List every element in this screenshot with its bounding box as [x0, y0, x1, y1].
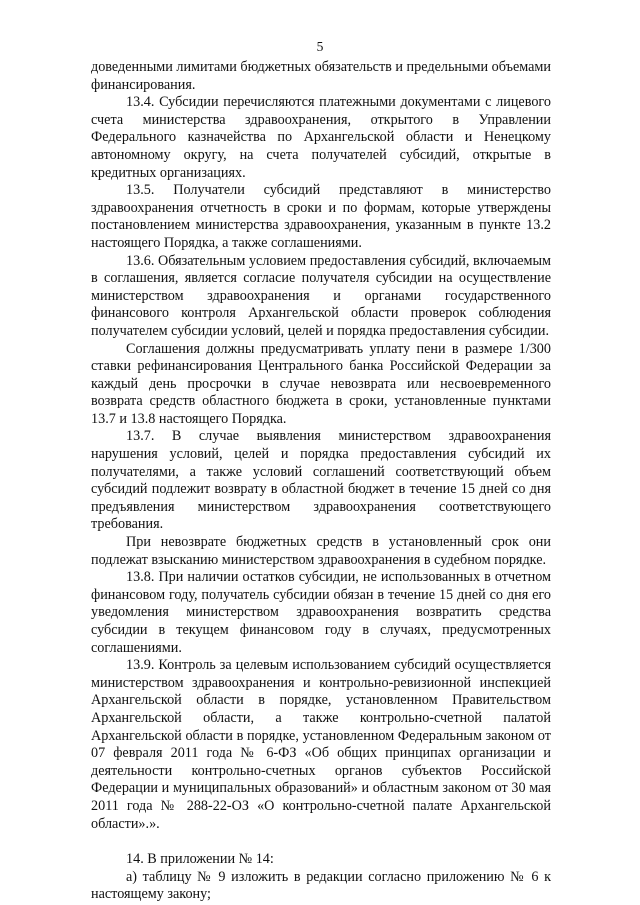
- paragraph-agreements-penalty: Соглашения должны предусматривать уплату пени в размере 1/300 ставки рефинансирования Центрального банка Российской Федерации за каждый день просрочки в случае невозврата или несвоевременного возврата средств областного бюджета в сроки, установленные пунктами 13.7 и 13.8 настоящего Порядка.: [91, 340, 551, 427]
- paragraph-13-8: 13.8. При наличии остатков субсидии, не использованных в отчетном финансовом году, получатель субсидии обязан в течение 15 дней со дня его уведомления министерством здравоохранения возвратить средства субсидии в текущем финансовом году в случаях, предусмотренных соглашениями.: [91, 569, 551, 656]
- paragraph-13-6: 13.6. Обязательным условием предоставления субсидий, включаемым в соглашения, является согласие получателя субсидии на осуществление министерством здравоохранения и органами государственного финансового контроля Архангельской области проверок соблюдения получателем субсидии условий, целей и порядка предоставления субсидии.: [91, 252, 551, 339]
- paragraph-continuation: доведенными лимитами бюджетных обязательств и предельными объемами финансирования.: [91, 59, 552, 93]
- paragraph-13-4: 13.4. Субсидии перечисляются платежными документами с лицевого счета министерства здравоохранения, открытого в Управлении Федерального казначейства по Архангельской области и Ненецкому автономному округу, на счета получателей субсидий, открытые в кредитных организациях.: [91, 94, 551, 181]
- paragraph-13-5: 13.5. Получатели субсидий представляют в министерство здравоохранения отчетность в сроки и по формам, которые утверждены постановлением министерства здравоохранения, указанным в пункте 13.2 настоящего Порядка, а также соглашениями.: [91, 182, 551, 251]
- document-body: [91, 59, 551, 904]
- paragraph-non-return: При невозврате бюджетных средств в установленный срок они подлежат взысканию министерством здравоохранения в судебном порядке.: [91, 534, 551, 568]
- paragraph-14-a: а) таблицу № 9 изложить в редакции согласно приложению № 6 к настоящему закону;: [91, 868, 551, 903]
- paragraph-14: 14. В приложении № 14:: [126, 851, 274, 868]
- paragraph-13-7: 13.7. В случае выявления министерством здравоохранения нарушения условий, целей и порядка предоставления субсидий их получателями, а также условий соглашений соответствующий объем субсидий подлежит возврату в областной бюджет в течение 15 дней со дня предъявления министерством здравоохранения соответствующего требования.: [91, 428, 551, 533]
- paragraph-13-9: 13.9. Контроль за целевым использованием субсидий осуществляется министерством здравоохранения и контрольно-ревизионной инспекцией Архангельской области в порядке, установленном Правительством Архангельской области, а также контрольно-счетной палатой Архангельской области в порядке, установленном Федеральным законом от 07 февраля 2011 года № 6-ФЗ «Об общих принципах организации и деятельности контрольно-счетных органов субъектов Российской Федерации и муниципальных образований» и областным законом от 30 мая 2011 года № 288-22-ОЗ «О контрольно-счетной палате Архангельской области».».: [91, 657, 551, 832]
- page-number: 5: [316, 39, 324, 54]
